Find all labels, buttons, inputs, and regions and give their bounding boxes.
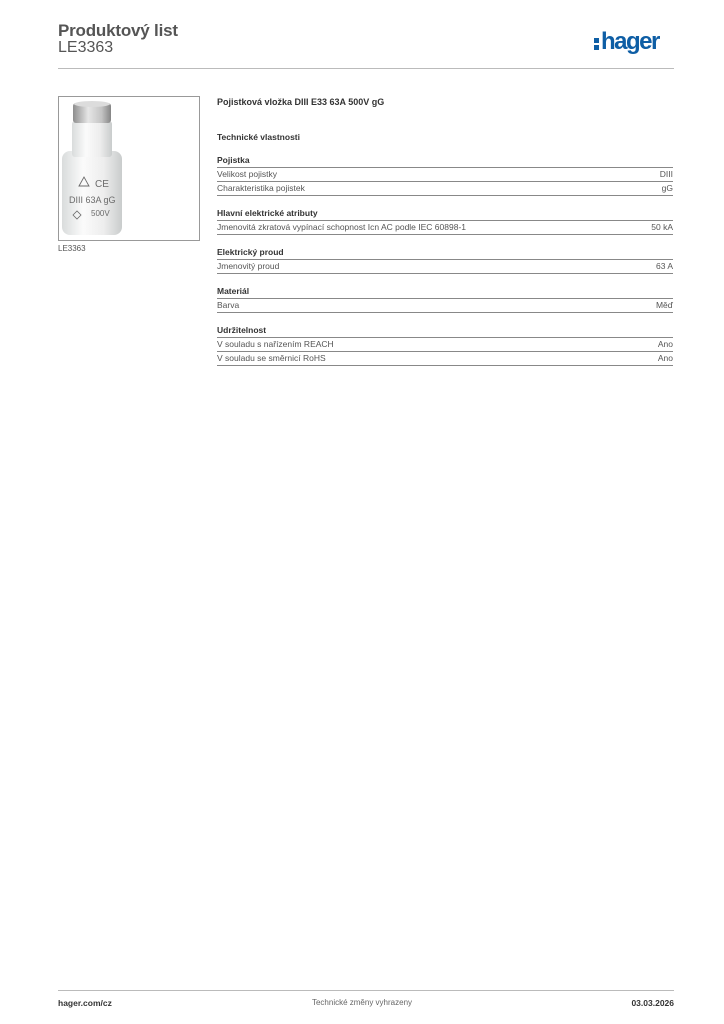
fuse-cartridge-icon bbox=[59, 97, 199, 240]
group-fuse bbox=[217, 155, 673, 196]
header-divider bbox=[58, 68, 674, 69]
spec-row bbox=[217, 352, 673, 366]
section-heading: Technické vlastnosti bbox=[217, 132, 300, 142]
page-title: Produktový list bbox=[58, 21, 178, 40]
group-title: Elektrický proud bbox=[217, 247, 673, 260]
image-caption: LE3363 bbox=[58, 244, 86, 253]
spec-value: 63 A bbox=[655, 261, 673, 271]
spec-value: Ano bbox=[657, 353, 673, 363]
ce-mark: CE bbox=[95, 179, 109, 190]
spec-label: Jmenovitý proud bbox=[217, 261, 280, 271]
spec-label: V souladu s nařízením REACH bbox=[217, 339, 334, 349]
spec-row bbox=[217, 168, 673, 182]
product-image bbox=[58, 96, 200, 241]
product-code: LE3363 bbox=[58, 39, 114, 56]
group-material bbox=[217, 286, 673, 313]
spec-label: Jmenovitá zkratová vypínací schopnost Icn AC podle IEC 60898-1 bbox=[217, 222, 466, 232]
product-name: Pojistková vložka DIII E33 63A 500V gG bbox=[217, 97, 385, 107]
group-title: Materiál bbox=[217, 286, 673, 299]
footer-website-link[interactable]: hager.com/cz bbox=[58, 998, 112, 1008]
spec-row bbox=[217, 221, 673, 235]
spec-label: Barva bbox=[217, 300, 240, 310]
spec-row bbox=[217, 182, 673, 196]
group-sustainability bbox=[217, 325, 673, 366]
spec-label: V souladu se směrnicí RoHS bbox=[217, 353, 326, 363]
group-electric-current bbox=[217, 247, 673, 274]
group-electrical-attributes bbox=[217, 208, 673, 235]
spec-value: Ano bbox=[657, 339, 673, 349]
spec-label: Charakteristika pojistek bbox=[217, 183, 305, 193]
hager-logo[interactable] bbox=[594, 28, 674, 56]
group-title: Udržitelnost bbox=[217, 325, 673, 338]
footer-note: Technické změny vyhrazeny bbox=[311, 998, 413, 1007]
spec-value: 50 kA bbox=[651, 222, 673, 232]
fuse-voltage-marking: 500V bbox=[91, 209, 110, 218]
group-title: Pojistka bbox=[217, 155, 673, 168]
logo-text: hager bbox=[601, 28, 659, 55]
logo-colon-icon bbox=[594, 32, 600, 52]
spec-row bbox=[217, 260, 673, 274]
spec-row bbox=[217, 338, 673, 352]
spec-label: Velikost pojistky bbox=[217, 169, 277, 179]
fuse-rating-marking: DIII 63A gG bbox=[69, 195, 116, 205]
footer-divider bbox=[58, 990, 674, 991]
product-details bbox=[217, 96, 673, 366]
spec-value: Měď bbox=[655, 300, 673, 310]
spec-row bbox=[217, 299, 673, 313]
footer-date: 03.03.2026 bbox=[631, 998, 674, 1008]
group-title: Hlavní elektrické atributy bbox=[217, 208, 673, 221]
spec-value: gG bbox=[661, 183, 673, 193]
spec-value: DIII bbox=[659, 169, 673, 179]
